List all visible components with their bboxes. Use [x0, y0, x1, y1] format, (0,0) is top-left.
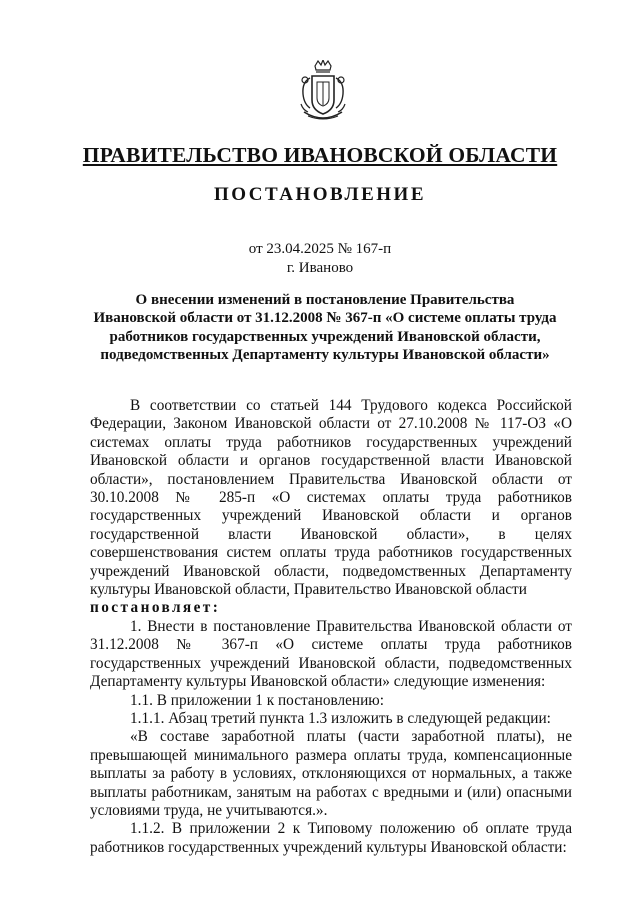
subject-line: Ивановской области от 31.12.2008 № 367-п «О системе оплаты труда [93, 310, 557, 327]
coat-of-arms-icon [296, 60, 350, 126]
quoted-paragraph: «В составе заработной платы (части заработной платы), не превышающей минимального размера оплаты труда, компенсационные выплаты за работу в условиях, отклоняющихся от нормальных, а также выплаты работникам, занятым на работах с вредными и (или) опасными условиями труда, не учитываются.». [90, 728, 572, 819]
preamble-text: В соответствии со статьей 144 Трудового кодекса Российской Федерации, Законом Ивановской области от 27.10.2008 № 117-ОЗ «О системах оплаты труда работников государственных учреждений Ивановской области и органов государственной власти Ивановской области», постановлением Правительства Ивановской области от 30.10.2008 № 285-п «О системах оплаты труда работников государственных учреждений Ивановской области и органов государственной власти Ивановской области», в целях совершенствования систем оплаты труда работников государственных учреждений Ивановской области, подведомственных Департаменту культуры Ивановской области, Правительство Ивановской области [90, 397, 572, 599]
paragraph-1: 1. Внести в постановление Правительства Ивановской области от 31.12.2008 № 367-п «О системе оплаты труда работников государственных учреждений Ивановской области, подведомственных Департаменту культуры Ивановской области» следующие изменения: [90, 617, 572, 691]
document-body [90, 397, 572, 857]
subject-line: О внесении изменений в постановление Правительства [135, 292, 515, 308]
decree-word: постановляет: [90, 599, 221, 617]
document-meta [0, 240, 640, 278]
paragraph-1-1: 1.1. В приложении 1 к постановлению: [130, 691, 384, 709]
preamble-paragraph [90, 397, 572, 618]
document-type: ПОСТАНОВЛЕНИЕ [213, 184, 427, 205]
government-name: ПРАВИТЕЛЬСТВО ИВАНОВСКОЙ ОБЛАСТИ [82, 143, 558, 167]
paragraph-1-1-1: 1.1.1. Абзац третий пункта 1.3 изложить в следующей редакции: [130, 709, 551, 727]
subject-line: подведомственных Департаменту культуры Ивановской области» [100, 347, 550, 364]
subject-line: работников государственных учреждений Ивановской области, [109, 328, 541, 345]
document-subject [80, 291, 570, 365]
city: г. Иваново [286, 260, 354, 276]
date-number: от 23.04.2025 № 167-п [248, 241, 392, 257]
paragraph-1-1-2: 1.1.2. В приложении 2 к Типовому положению об оплате труда работников государственных учреждений культуры Ивановской области: [90, 820, 572, 856]
